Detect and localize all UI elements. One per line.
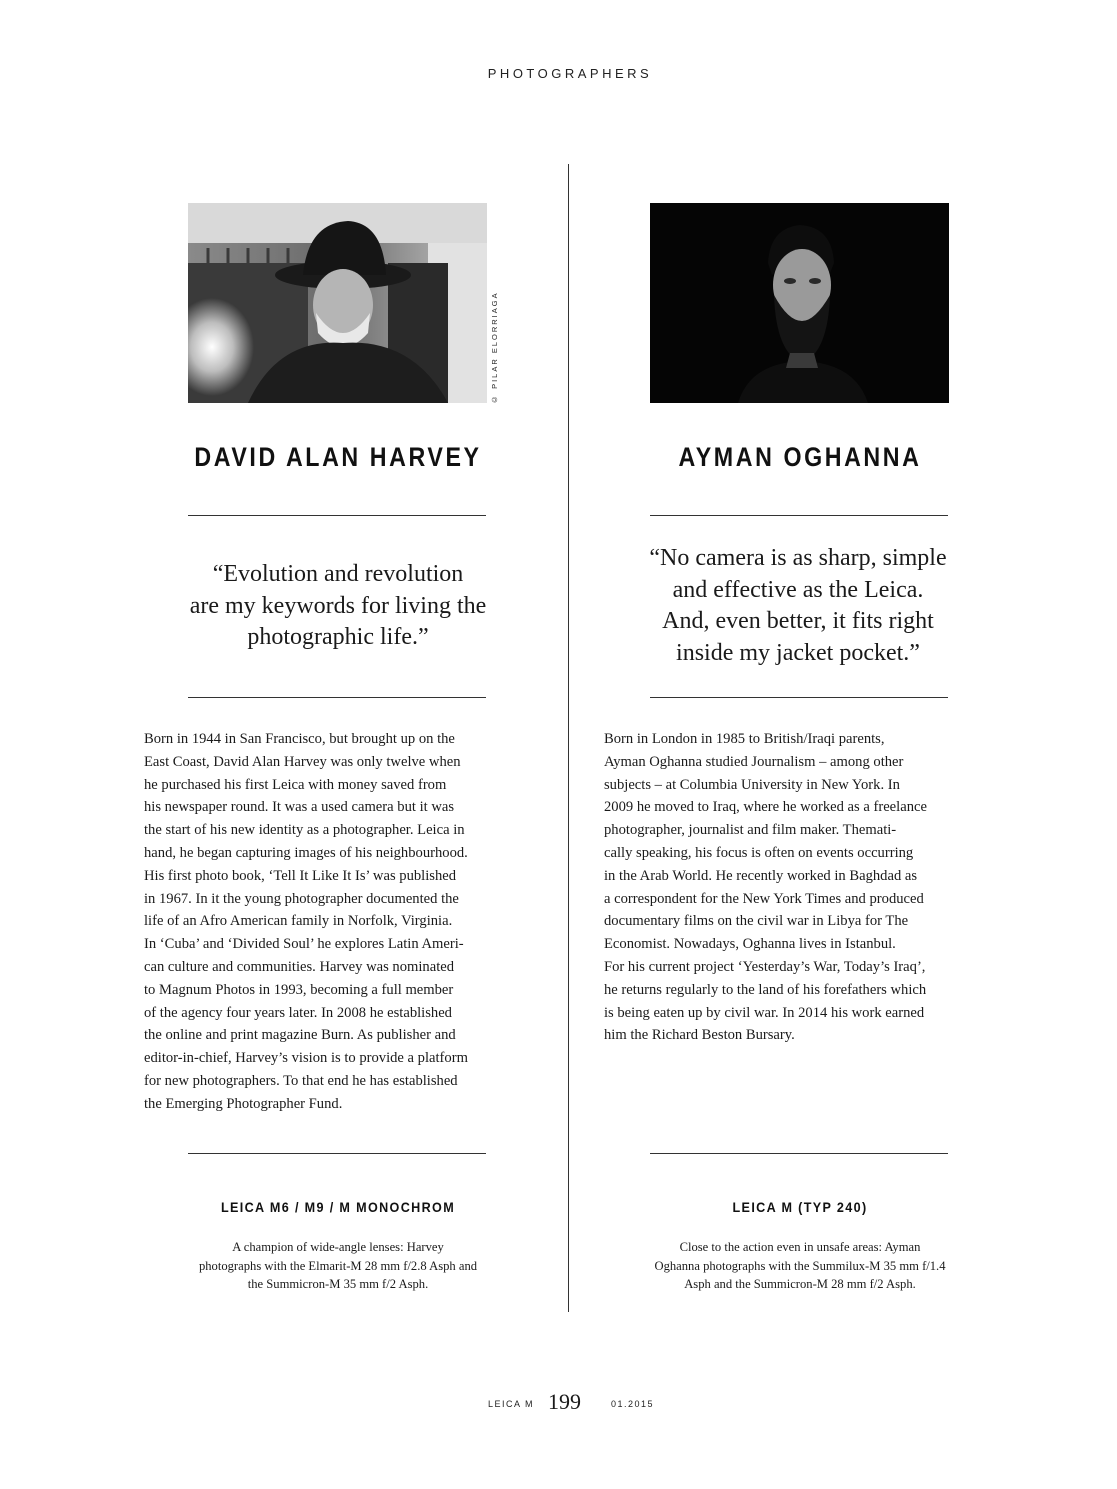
column-divider <box>568 164 569 1312</box>
rule-top <box>188 515 486 516</box>
camera-description: Close to the action even in unsafe areas: Ayman Oghanna photographs with the Summilux-M 35 mm f/1.4 Asph and the Summicron-M 28 mm f/2 Asph. <box>654 1240 946 1291</box>
photographer-name: AYMAN OGHANNA <box>678 442 922 472</box>
camera-heading: LEICA M (TYP 240) <box>732 1199 868 1215</box>
rule-bottom <box>650 1153 948 1154</box>
pull-quote: “Evolution and revolution are my keywords for living the photographic life.” <box>189 561 487 650</box>
rule-middle <box>188 697 486 698</box>
photo-credit: © PILAR ELORRIAGA <box>490 291 499 404</box>
rule-top <box>650 515 948 516</box>
rule-middle <box>650 697 948 698</box>
portrait-photo-harvey <box>188 203 487 403</box>
camera-heading: LEICA M6 / M9 / M MONOCHROM <box>220 1199 456 1215</box>
photographer-name: DAVID ALAN HARVEY <box>194 442 482 472</box>
portrait-photo-oghanna <box>650 203 949 403</box>
rule-bottom <box>188 1153 486 1154</box>
page-footer <box>0 1390 1117 1420</box>
biography-text: Born in London in 1985 to British/Iraqi parents, Ayman Oghanna studied Journalism – among other subjects – at Columbia University in New York. In 2009 he moved to Iraq, where he worked as a freelance photographer, journalist and film maker. Themati- cally speaking, his focus is often on events occurring in the Arab World. He recently worked in Baghdad as a correspondent for the New York Times and produced documentary films on the civil war in Libya for The Economist. Nowadays, Oghanna lives in Istanbul. For his current project ‘Yesterday’s War, Today’s Iraq’, he returns regularly to the land of his forefathers which is being eaten up by civil war. In 2014 his work earned him the Richard Beston Bursary. <box>604 731 927 1044</box>
section-label: PHOTOGRAPHERS <box>487 66 653 81</box>
pull-quote: “No camera is as sharp, simple and effective as the Leica. And, even better, it fits right inside my jacket pocket.” <box>649 545 947 666</box>
camera-description: A champion of wide-angle lenses: Harvey photographs with the Elmarit-M 28 mm f/2.8 Asph and the Summicron-M 35 mm f/2 Asph. <box>198 1240 478 1291</box>
page-number: 199 <box>548 1389 581 1414</box>
magazine-brand: LEICA M <box>488 1399 535 1409</box>
issue-date: 01.2015 <box>611 1399 655 1409</box>
biography-text: Born in 1944 in San Francisco, but brought up on the East Coast, David Alan Harvey was only twelve when he purchased his first Leica with money saved from his newspaper round. It was a used camera but it was the start of his new identity as a photographer. Leica in hand, he began capturing images of his neighbourhood. His first photo book, ‘Tell It Like It Is’ was published in 1967. In it the young photographer documented the life of an Afro American family in Norfolk, Virginia. In ‘Cuba’ and ‘Divided Soul’ he explores Latin Ameri- can culture and communities. Harvey was nominated to Magnum Photos in 1993, becoming a full member of the agency four years later. In 2008 he established the online and print magazine Burn. As publisher and editor-in-chief, Harvey’s vision is to provide a platform for new photographers. To that end he has established the Emerging Photographer Fund. <box>144 731 468 1112</box>
